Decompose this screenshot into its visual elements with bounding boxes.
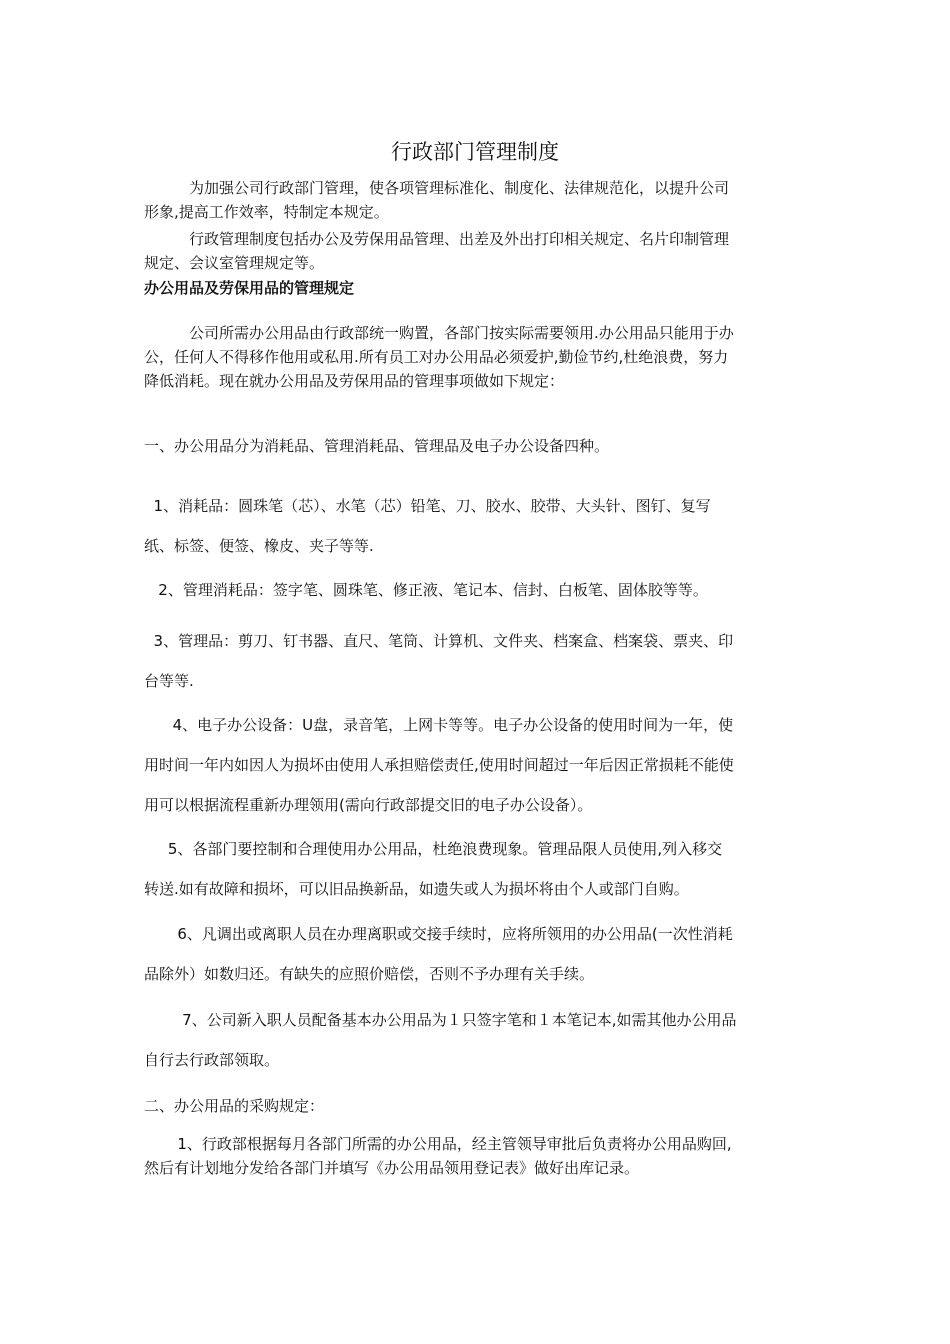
intro-2-line-1: 行政管理制度包括办公及劳保用品管理、出差及外出打印相关规定、名片印制管理 <box>144 230 730 248</box>
item-5-line-1: 5、各部门要控制和合理使用办公用品，杜绝浪费现象。管理品限人员使用,列入移交 <box>144 840 723 858</box>
item-4-line-1: 4、电子办公设备：U盘，录音笔，上网卡等等。电子办公设备的使用时间为一年，使 <box>144 716 734 734</box>
part2-item-1 <box>144 1132 804 1180</box>
item-7 <box>144 1000 804 1080</box>
part2-heading: 二、办公用品的采购规定： <box>144 1097 325 1115</box>
item-4-line-2: 用时间一年内如因人为损坏由使用人承担赔偿责任,使用时间超过一年后因正常损耗不能使 <box>144 756 734 774</box>
item-7-line-2: 自行去行政部领取。 <box>144 1051 280 1069</box>
section-intro-line-1: 公司所需办公用品由行政部统一购置，各部门按实际需要领用.办公用品只能用于办 <box>144 324 734 342</box>
part2-item-1-line-2: 然后有计划地分发给各部门并填写《办公用品领用登记表》做好出库记录。 <box>144 1159 640 1177</box>
item-3-line-2: 台等等. <box>144 672 194 690</box>
item-2-line-1: 2、管理消耗品：签字笔、圆珠笔、修正液、笔记本、信封、白板笔、固体胶等等。 <box>144 581 708 599</box>
item-2 <box>144 570 804 610</box>
item-6 <box>144 914 804 994</box>
item-3 <box>144 621 804 701</box>
item-1-line-1: 1、消耗品：圆珠笔（芯）、水笔（芯）铅笔、刀、胶水、胶带、大头针、图钉、复写 <box>144 497 711 515</box>
part2-item-1-line-1: 1、行政部根据每月各部门所需的办公用品，经主管领导审批后负责将办公用品购回, <box>144 1135 732 1153</box>
item-6-line-2: 品除外）如数归还。有缺失的应照价赔偿，否则不予办理有关手续。 <box>144 965 595 983</box>
item-5-line-2: 转送.如有故障和损坏，可以旧品换新品，如遗失或人为损坏将由个人或部门自购。 <box>144 880 689 898</box>
item-4 <box>144 705 804 825</box>
item-3-line-1: 3、管理品：剪刀、钉书器、直尺、笔筒、计算机、文件夹、档案盒、档案袋、票夹、印 <box>144 632 734 650</box>
page-title: 行政部门管理制度 <box>391 140 559 164</box>
item-7-line-1: 7、公司新入职人员配备基本办公用品为１只签字笔和１本笔记本,如需其他办公用品 <box>144 1011 737 1029</box>
part1-heading: 一、办公用品分为消耗品、管理消耗品、管理品及电子办公设备四种。 <box>144 437 610 455</box>
item-4-line-3: 用可以根据流程重新办理领用(需向行政部提交旧的电子办公设备）。 <box>144 796 593 814</box>
intro-1-line-1: 为加强公司行政部门管理，使各项管理标准化、制度化、法律规范化，以提升公司 <box>144 179 730 197</box>
section-intro <box>144 321 804 393</box>
intro-paragraph-2 <box>144 227 804 275</box>
intro-2-line-2: 规定、会议室管理规定等。 <box>144 254 325 272</box>
section-heading: 办公用品及劳保用品的管理规定 <box>144 279 355 297</box>
section-intro-line-3: 降低消耗。现在就办公用品及劳保用品的管理事项做如下规定： <box>144 372 565 390</box>
item-5 <box>144 829 804 909</box>
item-1 <box>144 486 804 566</box>
item-6-line-1: 6、凡调出或离职人员在办理离职或交接手续时，应将所领用的办公用品(一次性消耗 <box>144 925 733 943</box>
intro-1-line-2: 形象,提高工作效率，特制定本规定。 <box>144 203 389 221</box>
intro-paragraph-1 <box>144 176 804 224</box>
section-intro-line-2: 公，任何人不得移作他用或私用.所有员工对办公用品必须爱护,勤俭节约,杜绝浪费，努力 <box>144 348 729 366</box>
item-1-line-2: 纸、标签、便签、橡皮、夹子等等. <box>144 537 374 555</box>
